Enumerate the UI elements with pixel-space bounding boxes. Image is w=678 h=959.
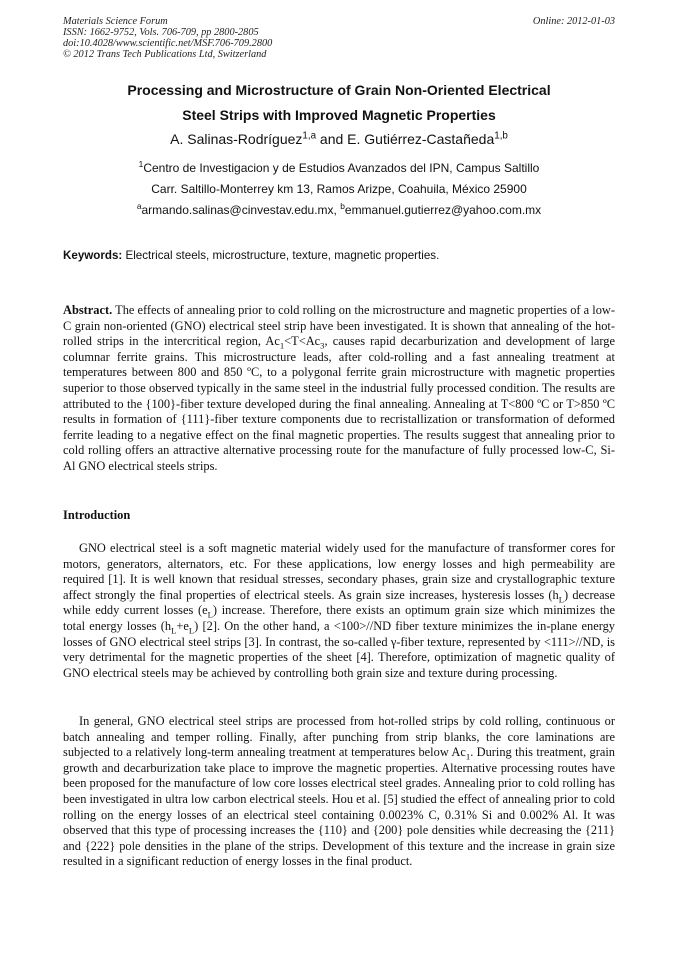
intro-p1-sub-1: L	[558, 594, 565, 605]
intro-p1-text-d: +e	[176, 618, 189, 633]
affiliation-address: Carr. Saltillo-Monterrey km 13, Ramos Arizpe, Coahuila, México 25900	[151, 182, 527, 196]
author-2-affiliation: 1,b	[494, 130, 508, 142]
author-conjunction: and	[316, 131, 348, 147]
introduction-paragraph-2	[63, 714, 615, 870]
author-2: E. Gutiérrez-Castañeda	[347, 131, 495, 147]
author-1-affiliation: 1,a	[302, 130, 317, 142]
abstract-text-3: , causes rapid decarburization and development of large columnar ferrite grains. This microstructure leads, after cold-rolling and a fast annealing treatment at temperatures between 800 and 850 ºC, to a polygonal ferrite grain microstructure with magnetic properties superior to those observed typically in the same steel in the industrial fully processed condition. The results are attributed to the {100}-fiber texture developed during the final annealing. Annealing at T<800 ºC or T>850 ºC results in formation of {111}-fiber texture components due to recristallization or transformation of deformed ferrite leading to a negative effect on the final magnetic properties. The results suggest that annealing prior to cold rolling offers an attractive alternative processing route for the manufacture of fully processed low-C, Si-Al GNO electrical steels strips.	[63, 334, 615, 473]
abstract-text-2: <T<Ac	[284, 334, 321, 349]
email-b-marker: b	[340, 201, 345, 211]
intro-p2-text-b: . During this treatment, grain growth and decarburization take place to improve the magnetic properties. Alternative processing routes have been proposed for the manufacture of low core losses electrical steel grades. Annealing prior to cold rolling has been investigated in ultra low carbon electrical steels. Hou et al. [5] studied the effect of annealing prior to cold rolling on the energy losses of an electrical steel containing 0.0023% C, 0.31% Si and 0.002% Al. It was observed that this type of processing increases the {110} and {200} pole densities while decreasing the {211} and {222} pole densities in the plane of the strips. Development of this texture and the increase in grain size resulted in a significant reduction of energy losses in the final product.	[63, 745, 615, 869]
abstract-sub-2: 3	[320, 340, 325, 351]
introduction-paragraph-1	[63, 541, 615, 681]
intro-p2-sub-1: 1	[465, 751, 471, 762]
affiliation-line-1	[60, 158, 618, 179]
intro-p2-text-a: In general, GNO electrical steel strips are processed from hot-rolled strips by cold rolling, continuous or batch annealing and temper rolling. Finally, after punching from strip blanks, the core laminations are subjected to a relatively long-term annealing treatment at temperatures below Ac	[63, 714, 615, 760]
keywords-label: Keywords:	[63, 249, 123, 262]
title-line-1: Processing and Microstructure of Grain Non-Oriented Electrical	[127, 82, 551, 98]
journal-name: Materials Science Forum	[63, 16, 168, 27]
affiliation-institution: Centro de Investigacion y de Estudios Avanzados del IPN, Campus Saltillo	[143, 161, 540, 175]
intro-p1-sub-2: L	[207, 609, 213, 620]
author-1: A. Salinas-Rodríguez	[170, 131, 303, 147]
abstract-sub-1: 1	[279, 340, 285, 351]
keywords-text: Electrical steels, microstructure, texture, magnetic properties.	[122, 249, 440, 262]
paper-title	[60, 78, 618, 128]
title-line-2: Steel Strips with Improved Magnetic Properties	[182, 107, 496, 123]
abstract-text-1: The effects of annealing prior to cold rolling on the microstructure and magnetic properties of a low-C grain non-oriented (GNO) electrical steel strip have been investigated. It is shown that annealing of the hot-rolled strips in the intercritical region, Ac	[63, 303, 615, 349]
online-date: Online: 2012-01-03	[532, 16, 615, 27]
intro-p1-text-c: ) increase. Therefore, there exists an optimum grain size which minimizes the total energy losses (h	[63, 603, 615, 633]
email-b[interactable]: emmanuel.gutierrez@yahoo.com.mx	[344, 203, 542, 217]
email-a-marker: a	[136, 201, 142, 211]
intro-p1-text-a: GNO electrical steel is a soft magnetic material widely used for the manufacture of transformer cores for motors, generators, alternators, etc. For these applications, low energy losses and high permeability are required [1]. It is well known that residual stresses, secondary phases, grain size and crystallographic texture affect strongly the final properties of electrical steels. As grain size increases, hysteresis losses (h	[63, 541, 615, 602]
copyright-line: © 2012 Trans Tech Publications Ltd, Switzerland	[63, 49, 267, 60]
doi-line: doi:10.4028/www.scientific.net/MSF.706-709.2800	[63, 38, 273, 49]
journal-header	[63, 16, 615, 60]
intro-p1-sub-4: L	[188, 625, 195, 636]
author-list	[60, 130, 618, 148]
email-a[interactable]: armando.salinas@cinvestav.edu.mx,	[141, 203, 341, 217]
author-emails	[60, 200, 618, 221]
intro-p1-text-e: ) [2]. On the other hand, a <100>//ND fiber texture minimizes the in-plane energy losses of GNO electrical steel strips [3]. In contrast, the so-called γ-fiber texture, represented by <111>//ND, is very detrimental for the magnetic properties of the sheet [4]. Therefore, optimization of magnetic quality of GNO electrical steels may be achieved by controlling both grain size and texture during processing.	[63, 618, 615, 680]
keywords	[63, 249, 615, 263]
intro-p1-sub-3: L	[171, 625, 177, 636]
affiliation-block	[60, 158, 618, 221]
abstract-paragraph	[63, 303, 615, 475]
section-heading-introduction: Introduction	[63, 508, 131, 522]
issn-line: ISSN: 1662-9752, Vols. 706-709, pp 2800-2805	[63, 27, 259, 38]
abstract-label: Abstract.	[63, 303, 113, 317]
intro-p1-text-b: ) decrease while eddy current losses (e	[63, 587, 615, 618]
affiliation-marker: 1	[138, 159, 144, 169]
